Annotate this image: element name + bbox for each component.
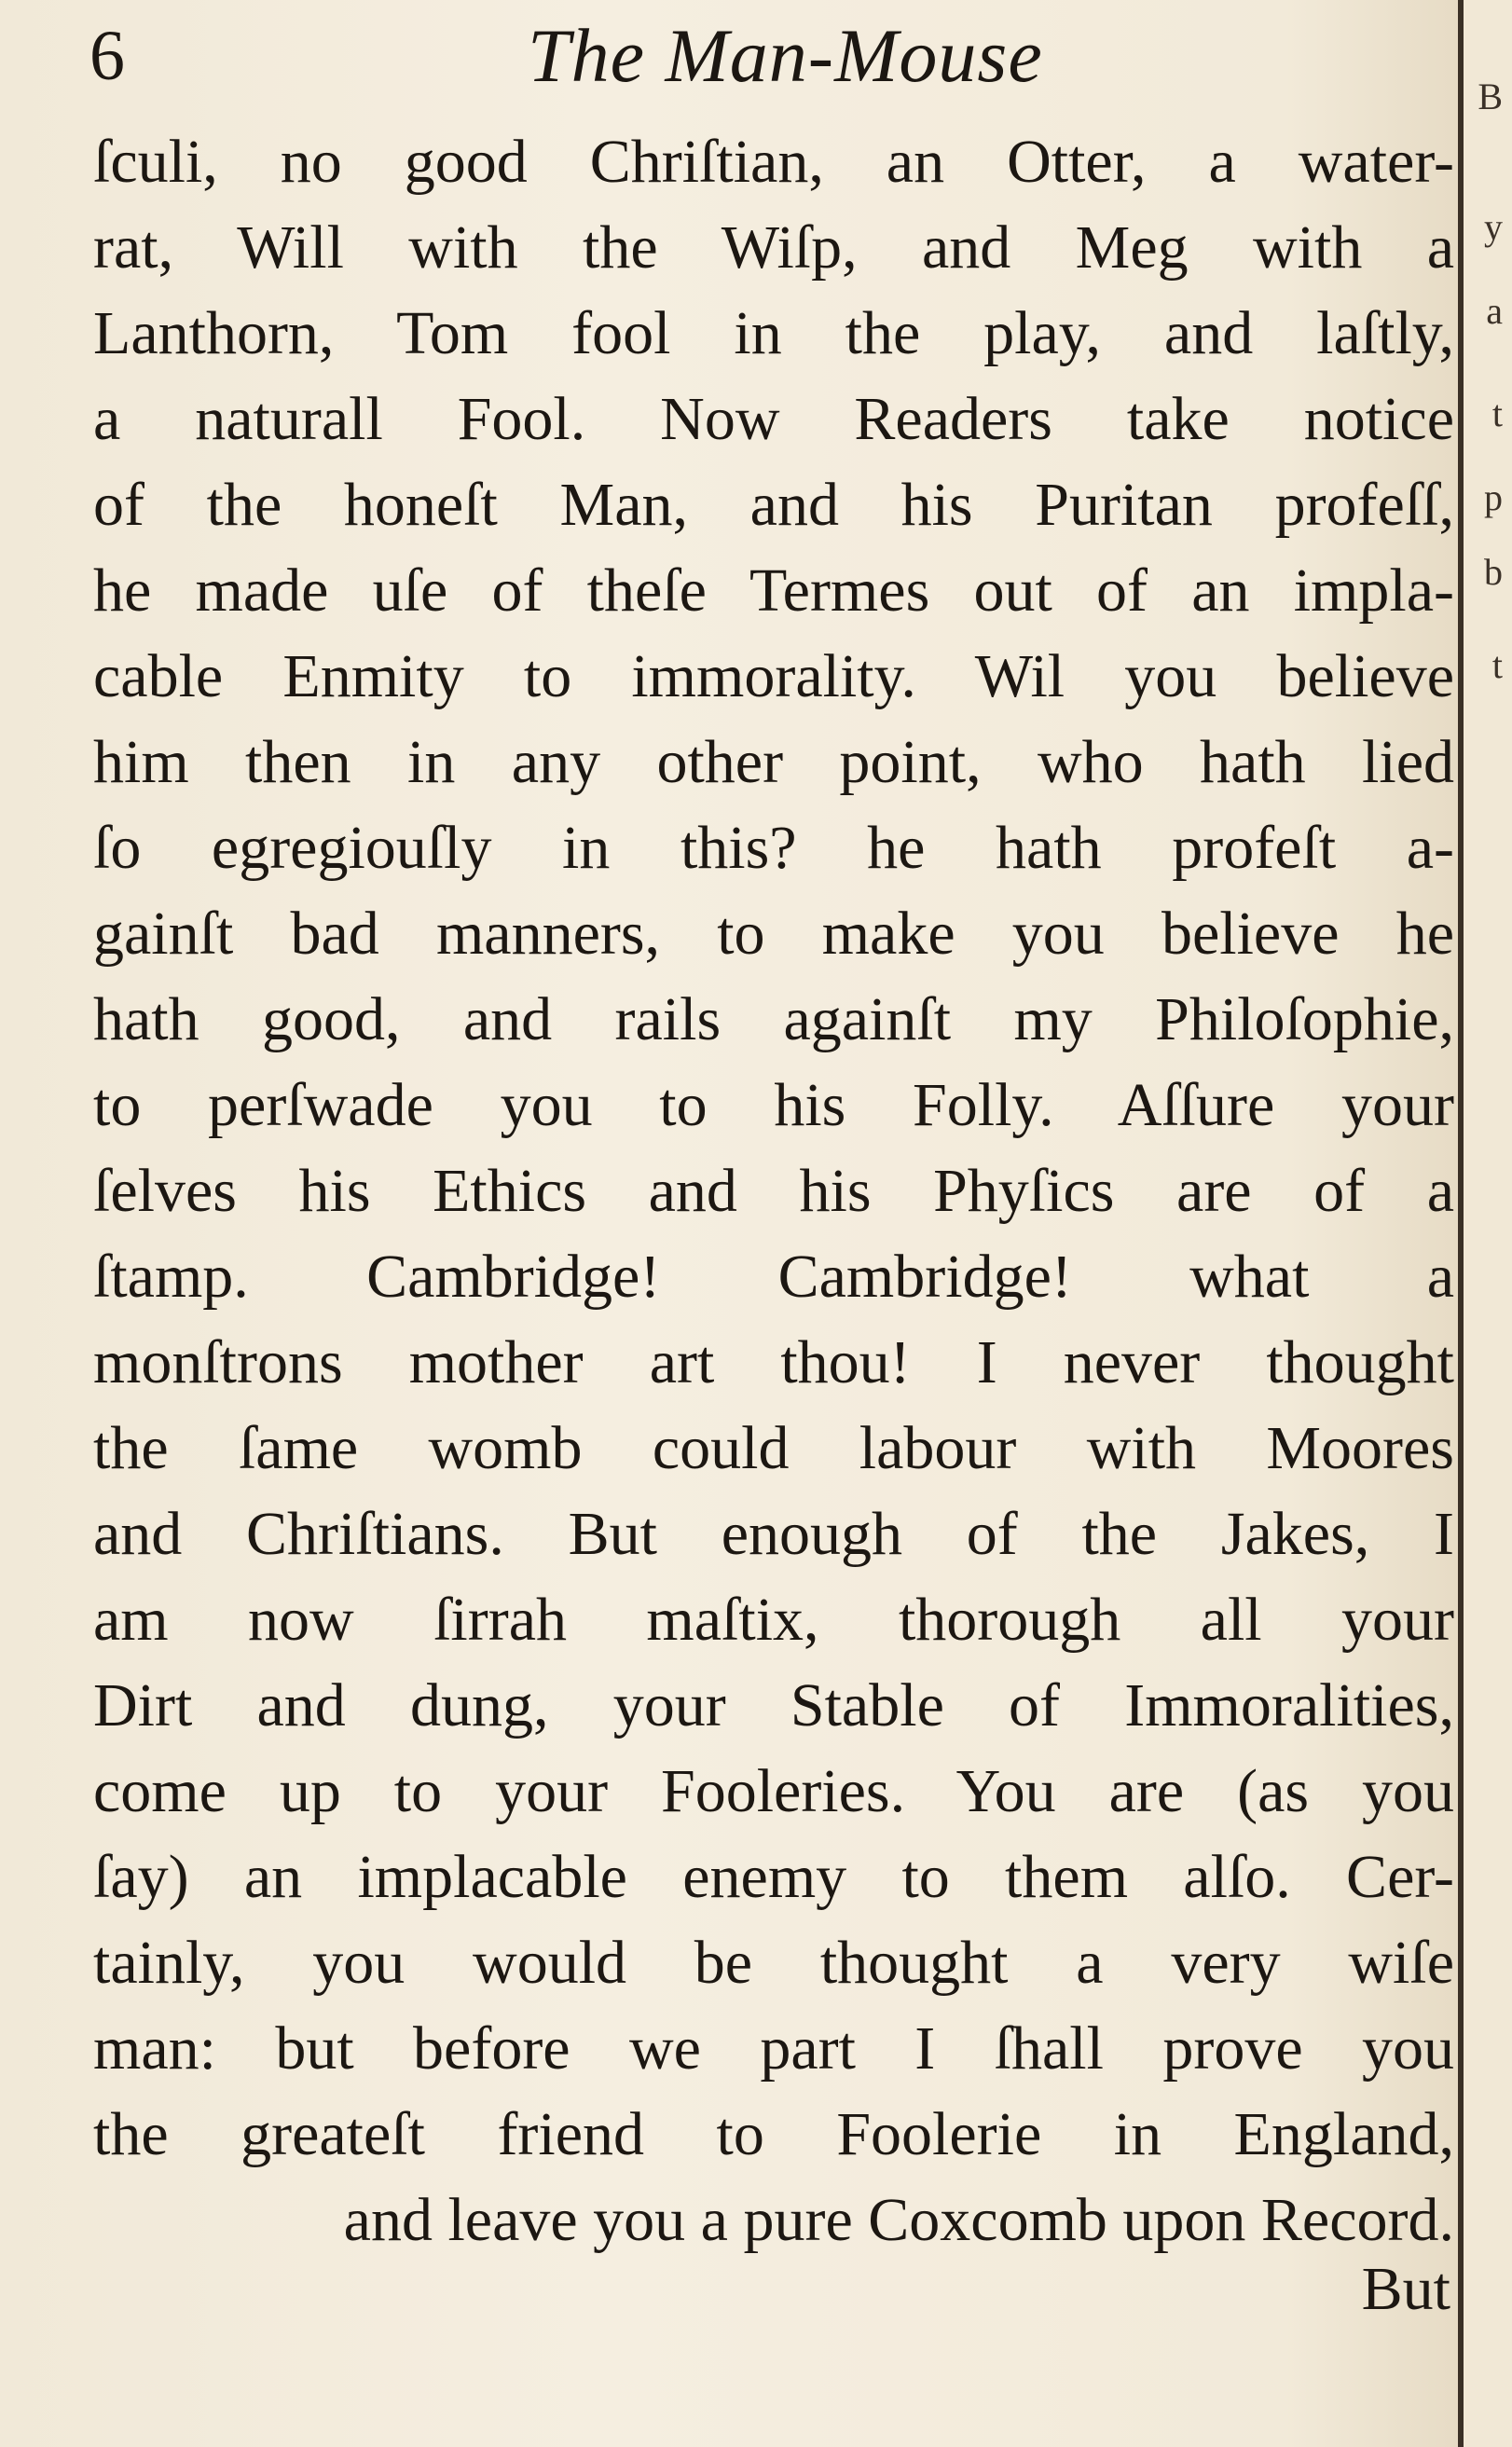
margin-fragment: a: [1486, 290, 1503, 332]
page-header: [89, 9, 1450, 103]
text-line: ſelves his Ethics and his Phyſics are of a: [93, 1157, 1454, 1225]
text-line: come up to your Fooleries. You are (as you: [93, 1757, 1454, 1825]
text-line: gainſt bad manners, to make you believe he: [93, 900, 1454, 968]
text-line: tainly, you would be thought a very wiſe: [93, 1929, 1454, 1997]
text-line: and leave you a pure Coxcomb upon Record.: [343, 2186, 1454, 2254]
text-line: hath good, and rails againſt my Philoſophie,: [93, 985, 1454, 1053]
text-line: Dirt and dung, your Stable of Immoralities,: [93, 1671, 1454, 1739]
margin-fragment: b: [1484, 551, 1503, 593]
catchword: But: [1361, 2255, 1450, 2323]
text-line: am now ſirrah maſtix, thorough all your: [93, 1586, 1454, 1654]
text-line: man: but before we part I ſhall prove you: [93, 2014, 1454, 2083]
body-text: [93, 119, 1454, 2263]
margin-fragment: y: [1484, 206, 1503, 248]
text-line: and Chriſtians. But enough of the Jakes, I: [93, 1500, 1454, 1568]
text-line: he made uſe of theſe Termes out of an impla-: [93, 557, 1454, 625]
text-line: a naturall Fool. Now Readers take notice: [93, 385, 1454, 453]
text-line: him then in any other point, who hath lied: [93, 728, 1454, 796]
text-line: the ſame womb could labour with Moores: [93, 1414, 1454, 1482]
text-line: rat, Will with the Wiſp, and Meg with a: [93, 213, 1454, 282]
text-line: ſculi, no good Chriſtian, an Otter, a water-: [93, 128, 1454, 196]
margin-fragment: B: [1478, 76, 1503, 117]
running-title: The Man-Mouse: [528, 13, 1043, 98]
text-line: to perſwade you to his Folly. Aſſure your: [93, 1071, 1454, 1139]
text-line: ſo egregiouſly in this? he hath profeſt a-: [93, 814, 1454, 882]
facing-page-edge: [1458, 0, 1512, 2447]
text-line: of the honeſt Man, and his Puritan profeſſ,: [93, 471, 1454, 539]
text-line: cable Enmity to immorality. Wil you believe: [93, 642, 1454, 710]
page-number: 6: [89, 17, 125, 95]
margin-fragment: p: [1484, 476, 1503, 518]
margin-fragment: t: [1491, 644, 1503, 686]
text-line: Lanthorn, Tom fool in the play, and laſtly,: [93, 299, 1454, 367]
text-line: ſtamp. Cambridge! Cambridge! what a: [93, 1243, 1454, 1311]
margin-fragment: t: [1491, 392, 1503, 434]
text-line: ſay) an implacable enemy to them alſo. Cer-: [93, 1843, 1454, 1911]
text-line: monſtrons mother art thou! I never thought: [93, 1328, 1454, 1396]
text-line: the greateſt friend to Foolerie in England,: [93, 2100, 1454, 2168]
